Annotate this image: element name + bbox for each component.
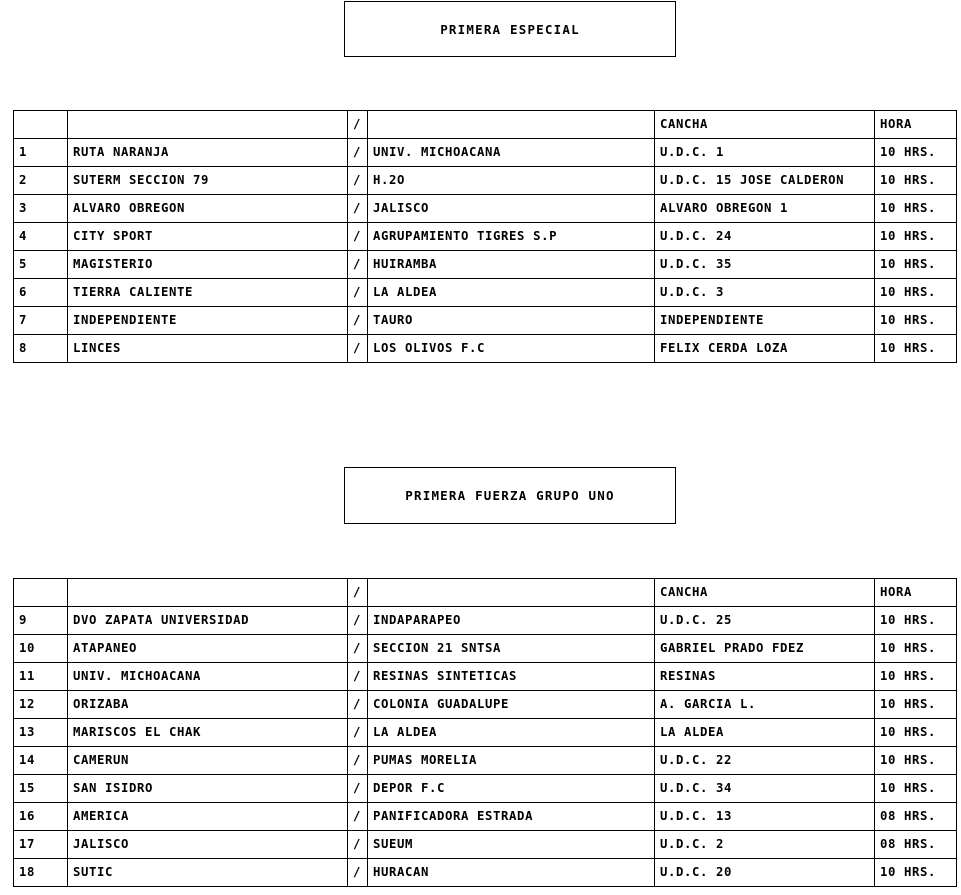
cell-home-team: INDEPENDIENTE (68, 307, 348, 335)
cell-match-number: 12 (14, 691, 68, 719)
cell-away-team: DEPOR F.C (368, 775, 655, 803)
header-home (68, 111, 348, 139)
cell-match-number: 4 (14, 223, 68, 251)
cell-separator: / (348, 279, 368, 307)
cell-away-team: UNIV. MICHOACANA (368, 139, 655, 167)
cell-time: 10 HRS. (875, 747, 957, 775)
cell-time: 10 HRS. (875, 335, 957, 363)
cell-separator: / (348, 167, 368, 195)
cell-away-team: LA ALDEA (368, 279, 655, 307)
cell-home-team: SUTIC (68, 859, 348, 887)
cell-separator: / (348, 747, 368, 775)
cell-home-team: ORIZABA (68, 691, 348, 719)
section-title-box-primera-fuerza-grupo-uno (344, 467, 676, 524)
header-away (368, 111, 655, 139)
cell-separator: / (348, 307, 368, 335)
cell-time: 10 HRS. (875, 719, 957, 747)
cell-field: LA ALDEA (655, 719, 875, 747)
cell-separator: / (348, 139, 368, 167)
section-title-primera-especial: PRIMERA ESPECIAL (440, 21, 580, 37)
cell-away-team: RESINAS SINTETICAS (368, 663, 655, 691)
cell-separator: / (348, 635, 368, 663)
table-row (14, 663, 957, 691)
cell-field: GABRIEL PRADO FDEZ (655, 635, 875, 663)
cell-separator: / (348, 195, 368, 223)
cell-match-number: 6 (14, 279, 68, 307)
cell-away-team: AGRUPAMIENTO TIGRES S.P (368, 223, 655, 251)
table-row (14, 719, 957, 747)
header-separator: / (348, 579, 368, 607)
cell-away-team: SUEUM (368, 831, 655, 859)
cell-match-number: 11 (14, 663, 68, 691)
section-title-box-primera-especial (344, 1, 676, 57)
cell-time: 10 HRS. (875, 859, 957, 887)
cell-home-team: CAMERUN (68, 747, 348, 775)
cell-away-team: SECCION 21 SNTSA (368, 635, 655, 663)
cell-field: U.D.C. 25 (655, 607, 875, 635)
cell-time: 10 HRS. (875, 167, 957, 195)
cell-match-number: 8 (14, 335, 68, 363)
cell-home-team: SUTERM SECCION 79 (68, 167, 348, 195)
cell-time: 08 HRS. (875, 831, 957, 859)
table-header-row (14, 111, 957, 139)
cell-separator: / (348, 223, 368, 251)
cell-match-number: 5 (14, 251, 68, 279)
cell-field: U.D.C. 1 (655, 139, 875, 167)
cell-time: 10 HRS. (875, 139, 957, 167)
table-row (14, 859, 957, 887)
cell-match-number: 14 (14, 747, 68, 775)
header-num (14, 579, 68, 607)
cell-field: U.D.C. 15 JOSE CALDERON (655, 167, 875, 195)
table-row (14, 139, 957, 167)
table-row (14, 691, 957, 719)
cell-time: 10 HRS. (875, 195, 957, 223)
cell-separator: / (348, 691, 368, 719)
cell-separator: / (348, 775, 368, 803)
cell-field: U.D.C. 3 (655, 279, 875, 307)
cell-separator: / (348, 803, 368, 831)
cell-home-team: MAGISTERIO (68, 251, 348, 279)
cell-time: 10 HRS. (875, 223, 957, 251)
table-row (14, 747, 957, 775)
cell-separator: / (348, 335, 368, 363)
cell-field: FELIX CERDA LOZA (655, 335, 875, 363)
cell-match-number: 18 (14, 859, 68, 887)
cell-home-team: LINCES (68, 335, 348, 363)
cell-match-number: 16 (14, 803, 68, 831)
header-num (14, 111, 68, 139)
cell-field: A. GARCIA L. (655, 691, 875, 719)
cell-match-number: 7 (14, 307, 68, 335)
cell-away-team: HURACAN (368, 859, 655, 887)
cell-away-team: TAURO (368, 307, 655, 335)
cell-match-number: 17 (14, 831, 68, 859)
cell-match-number: 3 (14, 195, 68, 223)
cell-home-team: ATAPANEO (68, 635, 348, 663)
cell-field: U.D.C. 22 (655, 747, 875, 775)
cell-match-number: 1 (14, 139, 68, 167)
table-row (14, 775, 957, 803)
header-cancha: CANCHA (655, 111, 875, 139)
table-row (14, 251, 957, 279)
cell-field: ALVARO OBREGON 1 (655, 195, 875, 223)
cell-field: U.D.C. 24 (655, 223, 875, 251)
cell-away-team: LA ALDEA (368, 719, 655, 747)
cell-time: 10 HRS. (875, 663, 957, 691)
cell-match-number: 15 (14, 775, 68, 803)
cell-away-team: H.2O (368, 167, 655, 195)
cell-match-number: 9 (14, 607, 68, 635)
cell-home-team: ALVARO OBREGON (68, 195, 348, 223)
table-row (14, 607, 957, 635)
table-row (14, 279, 957, 307)
cell-home-team: RUTA NARANJA (68, 139, 348, 167)
cell-away-team: LOS OLIVOS F.C (368, 335, 655, 363)
cell-field: U.D.C. 2 (655, 831, 875, 859)
header-separator: / (348, 111, 368, 139)
cell-match-number: 2 (14, 167, 68, 195)
cell-time: 10 HRS. (875, 635, 957, 663)
cell-field: U.D.C. 20 (655, 859, 875, 887)
cell-home-team: JALISCO (68, 831, 348, 859)
table-row (14, 195, 957, 223)
cell-home-team: UNIV. MICHOACANA (68, 663, 348, 691)
cell-separator: / (348, 251, 368, 279)
cell-away-team: INDAPARAPEO (368, 607, 655, 635)
cell-home-team: TIERRA CALIENTE (68, 279, 348, 307)
cell-home-team: DVO ZAPATA UNIVERSIDAD (68, 607, 348, 635)
cell-separator: / (348, 859, 368, 887)
cell-match-number: 10 (14, 635, 68, 663)
cell-field: INDEPENDIENTE (655, 307, 875, 335)
header-hora: HORA (875, 579, 957, 607)
table-row (14, 831, 957, 859)
table-row (14, 635, 957, 663)
cell-home-team: AMERICA (68, 803, 348, 831)
cell-home-team: CITY SPORT (68, 223, 348, 251)
header-cancha: CANCHA (655, 579, 875, 607)
cell-separator: / (348, 663, 368, 691)
table-row (14, 335, 957, 363)
cell-field: RESINAS (655, 663, 875, 691)
table-row (14, 307, 957, 335)
schedule-table-primera-fuerza-grupo-uno (13, 578, 957, 887)
cell-separator: / (348, 719, 368, 747)
table-row (14, 223, 957, 251)
header-away (368, 579, 655, 607)
table-row (14, 803, 957, 831)
cell-match-number: 13 (14, 719, 68, 747)
header-hora: HORA (875, 111, 957, 139)
cell-away-team: JALISCO (368, 195, 655, 223)
cell-field: U.D.C. 34 (655, 775, 875, 803)
table-header-row (14, 579, 957, 607)
cell-away-team: HUIRAMBA (368, 251, 655, 279)
cell-field: U.D.C. 13 (655, 803, 875, 831)
cell-time: 10 HRS. (875, 279, 957, 307)
cell-time: 10 HRS. (875, 607, 957, 635)
cell-time: 10 HRS. (875, 775, 957, 803)
cell-time: 08 HRS. (875, 803, 957, 831)
cell-separator: / (348, 831, 368, 859)
cell-away-team: COLONIA GUADALUPE (368, 691, 655, 719)
cell-home-team: SAN ISIDRO (68, 775, 348, 803)
cell-time: 10 HRS. (875, 307, 957, 335)
cell-separator: / (348, 607, 368, 635)
cell-time: 10 HRS. (875, 251, 957, 279)
table-row (14, 167, 957, 195)
header-home (68, 579, 348, 607)
schedule-table-primera-especial (13, 110, 957, 363)
cell-field: U.D.C. 35 (655, 251, 875, 279)
cell-away-team: PANIFICADORA ESTRADA (368, 803, 655, 831)
cell-time: 10 HRS. (875, 691, 957, 719)
cell-away-team: PUMAS MORELIA (368, 747, 655, 775)
section-title-primera-fuerza-grupo-uno: PRIMERA FUERZA GRUPO UNO (405, 488, 615, 503)
cell-home-team: MARISCOS EL CHAK (68, 719, 348, 747)
